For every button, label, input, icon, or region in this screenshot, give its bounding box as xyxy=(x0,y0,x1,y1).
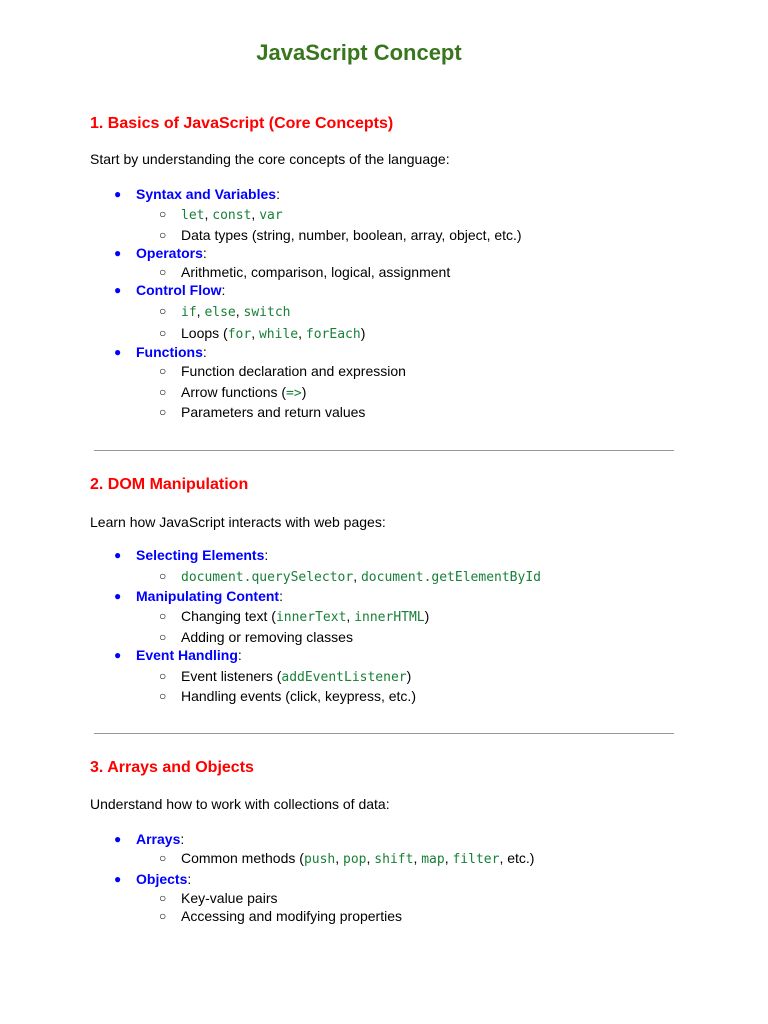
text-segment: Arithmetic, comparison, logical, assignment xyxy=(181,264,451,280)
code-snippet: var xyxy=(259,208,283,223)
divider xyxy=(94,450,674,451)
list-item-title: Selecting Elements xyxy=(136,547,265,563)
circle-bullet-icon: ○ xyxy=(159,207,167,221)
circle-bullet-icon: ○ xyxy=(159,228,167,242)
circle-bullet-icon: ○ xyxy=(159,669,167,683)
list-item-label xyxy=(136,245,207,261)
code-snippet: pop xyxy=(343,852,367,867)
circle-bullet-icon: ○ xyxy=(159,609,167,623)
text-segment: , xyxy=(444,850,453,866)
list-item-label xyxy=(136,344,207,360)
code-snippet: map xyxy=(421,852,445,867)
text-segment: Key-value pairs xyxy=(181,890,278,906)
colon: : xyxy=(187,871,192,887)
sub-list-item xyxy=(181,668,411,685)
sub-list-item xyxy=(181,264,450,280)
code-snippet: for xyxy=(227,327,252,342)
circle-bullet-icon: ○ xyxy=(159,364,167,378)
page-title: JavaScript Concept xyxy=(256,40,462,65)
text-segment: ) xyxy=(360,325,366,341)
list-item-label xyxy=(136,647,242,663)
colon: : xyxy=(202,245,207,261)
text-segment: , xyxy=(235,303,244,319)
code-snippet: => xyxy=(286,386,302,401)
circle-bullet-icon: ○ xyxy=(159,689,167,703)
section-heading: 3. Arrays and Objects xyxy=(90,759,254,776)
circle-bullet-icon: ○ xyxy=(159,265,167,279)
text-segment: Event listeners ( xyxy=(181,668,282,684)
section-heading: 2. DOM Manipulation xyxy=(90,476,249,493)
circle-bullet-icon: ○ xyxy=(159,630,167,644)
text-segment: Common methods ( xyxy=(181,850,304,866)
text-segment: , xyxy=(346,608,355,624)
text-segment: , xyxy=(353,568,361,584)
code-snippet: forEach xyxy=(305,327,361,342)
code-snippet: const xyxy=(212,208,252,223)
code-snippet: shift xyxy=(374,852,414,867)
sub-list-item xyxy=(181,384,306,401)
sub-list-item xyxy=(181,568,541,585)
sub-list-item xyxy=(181,206,283,223)
circle-bullet-icon: ○ xyxy=(159,304,167,318)
bullet-icon: ● xyxy=(114,187,122,201)
sub-list-item xyxy=(181,608,429,625)
text-segment: Data types (string, number, boolean, array, object, etc.) xyxy=(181,227,522,243)
list-item-title: Manipulating Content xyxy=(136,588,280,604)
sub-list-item xyxy=(181,227,522,243)
code-snippet: innerText xyxy=(275,610,347,625)
circle-bullet-icon: ○ xyxy=(159,891,167,905)
list-item-label xyxy=(136,871,191,887)
code-snippet: while xyxy=(258,327,299,342)
section-arrays-objects xyxy=(90,756,690,924)
text-segment: , xyxy=(298,325,306,341)
bullet-icon: ● xyxy=(114,246,122,260)
colon: : xyxy=(279,588,283,604)
sub-list-item xyxy=(181,629,353,645)
sub-list-item xyxy=(181,850,534,867)
colon: : xyxy=(202,344,207,360)
list-item-label xyxy=(136,588,283,604)
circle-bullet-icon: ○ xyxy=(159,909,167,923)
text-segment: , xyxy=(366,850,375,866)
bullet-icon: ● xyxy=(114,832,122,846)
list-item-title: Functions xyxy=(136,344,203,360)
bullet-icon: ● xyxy=(114,345,122,359)
code-snippet: else xyxy=(204,305,236,320)
colon: : xyxy=(264,547,269,563)
bullet-icon: ● xyxy=(114,648,122,662)
circle-bullet-icon: ○ xyxy=(159,851,167,865)
section-intro: Understand how to work with collections of data: xyxy=(90,796,390,812)
list-item-label xyxy=(136,186,280,202)
text-segment: ) xyxy=(406,668,412,684)
text-segment: , xyxy=(335,850,344,866)
list-item-title: Syntax and Variables xyxy=(136,186,277,202)
code-snippet: let xyxy=(181,208,205,223)
code-snippet: addEventListener xyxy=(281,670,407,685)
text-segment: Parameters and return values xyxy=(181,404,366,420)
list-item-title: Objects xyxy=(136,871,188,887)
section-heading: 1. Basics of JavaScript (Core Concepts) xyxy=(90,115,394,132)
code-snippet: document.querySelector xyxy=(181,570,354,585)
code-snippet: filter xyxy=(452,852,500,867)
bullet-icon: ● xyxy=(114,283,122,297)
code-snippet: document.getElementById xyxy=(360,570,541,585)
text-segment: , xyxy=(196,303,205,319)
sub-list-item xyxy=(181,890,278,906)
text-segment: Function declaration and expression xyxy=(181,363,406,379)
circle-bullet-icon: ○ xyxy=(159,405,167,419)
bullet-icon: ● xyxy=(114,872,122,886)
text-segment: ) xyxy=(424,608,430,624)
colon: : xyxy=(180,831,185,847)
text-segment: Changing text ( xyxy=(181,608,276,624)
sub-list-item xyxy=(181,303,291,320)
code-snippet: switch xyxy=(243,305,291,320)
text-segment: Arrow functions ( xyxy=(181,384,287,400)
list-item-title: Arrays xyxy=(136,831,181,847)
code-snippet: if xyxy=(181,305,197,320)
text-segment: Accessing and modifying properties xyxy=(181,908,403,924)
bullet-icon: ● xyxy=(114,548,122,562)
sub-list-item xyxy=(181,325,365,342)
sub-list-item xyxy=(181,363,406,379)
circle-bullet-icon: ○ xyxy=(159,326,167,340)
section-intro: Start by understanding the core concepts of the language: xyxy=(90,151,450,167)
sub-list-item xyxy=(181,404,365,420)
sub-list-item xyxy=(181,908,402,924)
divider xyxy=(94,733,674,734)
bullet-icon: ● xyxy=(114,589,122,603)
colon: : xyxy=(221,282,226,298)
text-segment: , xyxy=(413,850,422,866)
circle-bullet-icon: ○ xyxy=(159,569,167,583)
code-snippet: innerHTML xyxy=(354,610,425,625)
sub-list-item xyxy=(181,688,416,704)
list-item-title: Operators xyxy=(136,245,203,261)
text-segment: Loops ( xyxy=(181,325,228,341)
list-item-label xyxy=(136,831,184,847)
list-item-title: Control Flow xyxy=(136,282,222,298)
text-segment: , xyxy=(204,206,213,222)
section-intro: Learn how JavaScript interacts with web pages: xyxy=(90,514,386,530)
list-item-label xyxy=(136,282,225,298)
text-segment: , etc.) xyxy=(499,850,535,866)
code-snippet: push xyxy=(303,852,336,867)
section-dom-manipulation xyxy=(90,473,690,704)
text-segment: , xyxy=(251,325,259,341)
text-segment: Handling events (click, keypress, etc.) xyxy=(181,688,416,704)
list-item-label xyxy=(136,547,268,563)
colon: : xyxy=(237,647,242,663)
colon: : xyxy=(276,186,280,202)
circle-bullet-icon: ○ xyxy=(159,385,167,399)
text-segment: , xyxy=(251,206,260,222)
section-basics xyxy=(90,112,690,420)
list-item-title: Event Handling xyxy=(136,647,238,663)
text-segment: Adding or removing classes xyxy=(181,629,353,645)
text-segment: ) xyxy=(301,384,307,400)
